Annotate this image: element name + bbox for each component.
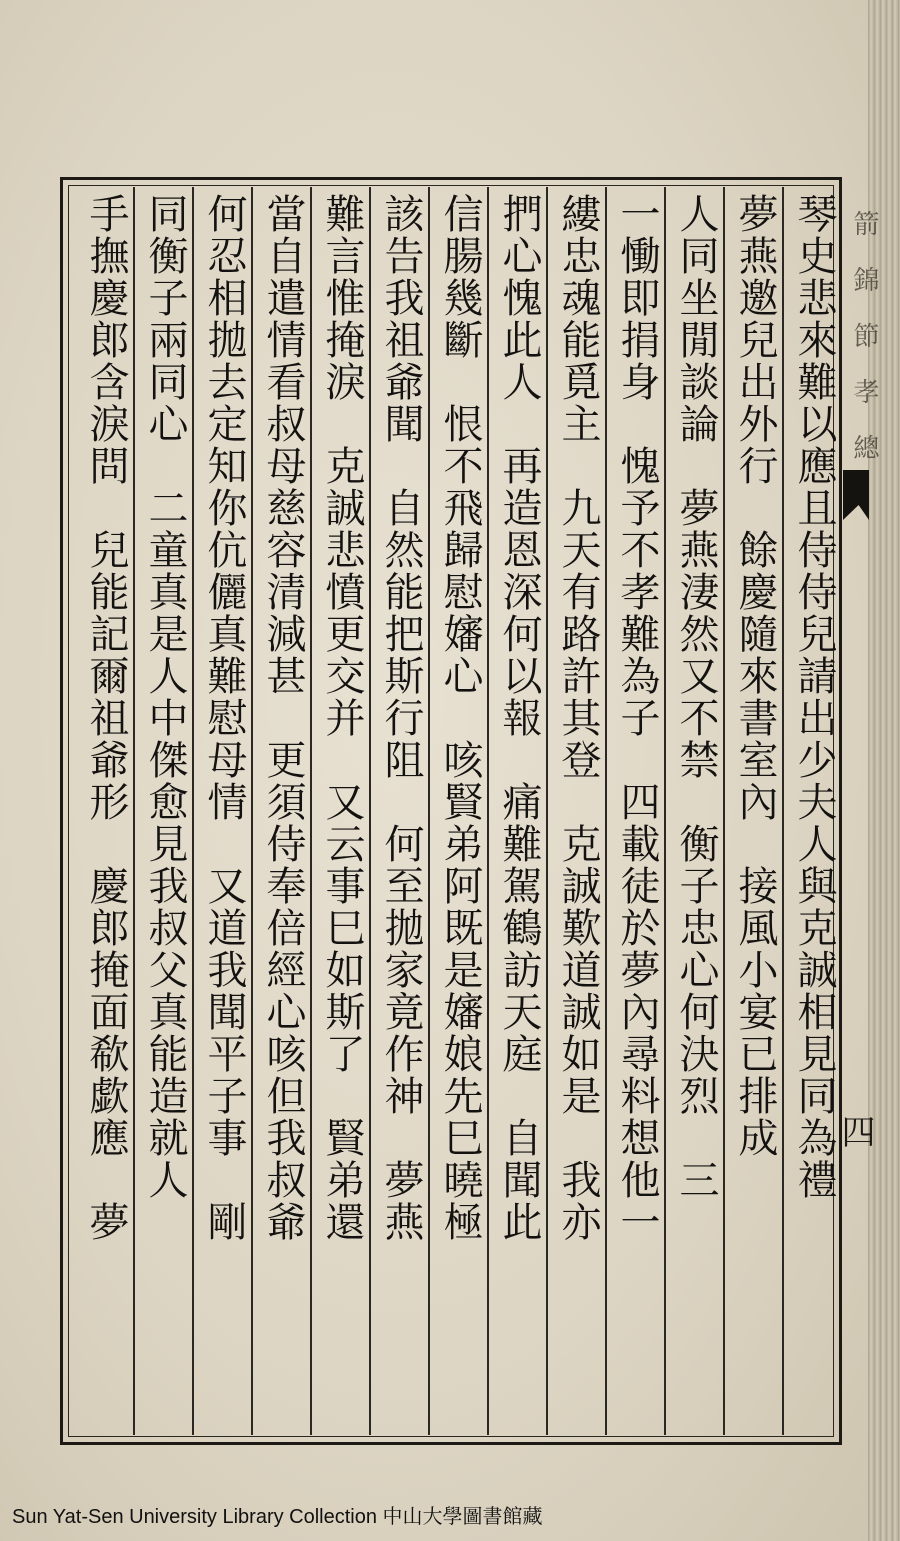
text-column-8: 該告我祖爺聞 自然能把斯行阻 何至拋家竟作神 夢燕	[378, 193, 424, 1243]
text-column-2: 夢燕邀兒出外行 餘慶隨來書室內 接風小宴已排成	[732, 193, 778, 1159]
text-column-3: 人同坐閒談論 夢燕淒然又不禁 衡子忠心何決烈 三	[673, 193, 719, 1201]
text-column-11: 何忍相拋去定知你伉儷真難慰母情 又道我聞平子事 剛	[201, 193, 247, 1243]
text-column-12: 同衡子兩同心 二童真是人中傑愈見我叔父真能造就人	[142, 193, 188, 1201]
text-column-6: 捫心愧此人 再造恩深何以報 痛難駕鶴訪天庭 自聞此	[496, 193, 542, 1243]
text-column-1: 琴史悲來難以應且侍侍兒請出少夫人與克誠相見同為禮	[791, 193, 837, 1201]
text-column-4: 一慟即捐身 愧予不孝難為子 四載徒於夢內尋料想他一	[614, 193, 660, 1243]
text-column-5: 縷忠魂能覓主 九天有路許其登 克誠歎道誠如是 我亦	[555, 193, 601, 1243]
margin-title: 箭 錦 節 孝 總	[849, 210, 879, 460]
collection-caption: Sun Yat-Sen University Library Collection 中山大學圖書館藏	[12, 1506, 543, 1528]
text-column-10: 當自遣情看叔母慈容清減甚 更須侍奉倍經心咳但我叔爺	[260, 193, 306, 1243]
text-column-7: 信腸幾斷 恨不飛歸慰嬸心 咳賢弟阿既是嬸娘先巳曉極	[437, 193, 483, 1243]
text-column-13: 手撫慶郎含淚問 兒能記爾祖爺形 慶郎掩面欷歔應 夢	[83, 193, 129, 1243]
folio-number: 四	[835, 1114, 875, 1148]
text-column-9: 難言惟掩淚 克誠悲憤更交并 又云事巳如斯了 賢弟還	[319, 193, 365, 1243]
